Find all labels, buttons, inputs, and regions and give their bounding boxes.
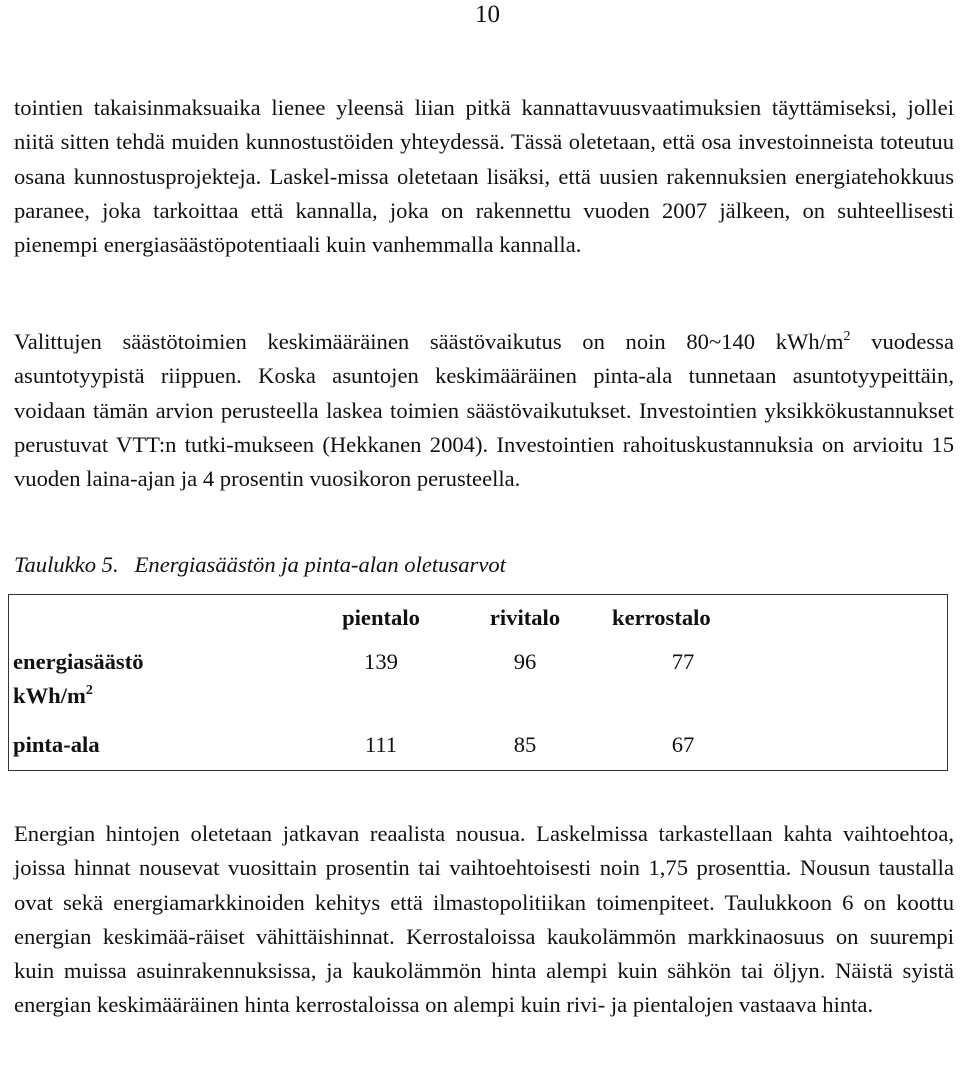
- paragraph-savings-text-b: vuodessa asuntotyypistä riippuen. Koska asuntojen keskimääräinen pinta-ala tunnetaan asuntotyypeittäin, voidaan tämän arvion perusteella laskea toimien säästövaikutukset. Investointien yksikkökustannukset perustuvat VTT:n tutki-mukseen (Hekkanen 2004). Investointien rahoituskustannuksia on arvioitu 15 vuoden laina-ajan ja 4 prosentin vuosikoron perusteella.: [14, 329, 954, 492]
- column-header-rivitalo: rivitalo: [489, 605, 561, 630]
- cell-area-rivitalo: 85: [513, 732, 537, 757]
- cell-energy-rivitalo: 96: [513, 649, 537, 674]
- row-label-unit-superscript: 2: [85, 683, 93, 698]
- cell-area-pientalo: 111: [364, 732, 398, 757]
- table-caption-title: Energiasäästön ja pinta-alan oletusarvot: [134, 552, 506, 577]
- column-header-kerrostalo: kerrostalo: [612, 605, 711, 630]
- paragraph-savings-text-a: Valittujen säästötoimien keskimääräinen säästövaikutus on noin 80~140 kWh/m: [14, 329, 844, 354]
- row-label-floor-area: pinta-ala: [13, 732, 100, 757]
- page-number: 10: [475, 1, 500, 28]
- column-header-pientalo: pientalo: [342, 605, 420, 630]
- paragraph-energy-prices: Energian hintojen oletetaan jatkavan reaalista nousua. Laskelmissa tarkastellaan kahta vaihtoehtoa, joissa hinnat nousevat vuosittain prosentin tai vaihtoehtoisesti noin 1,75 prosenttia. Nousun taustalla ovat sekä energiamarkkinoiden kehitys että ilmastopolitiikan toimenpiteet. Taulukkoon 6 on koottu energian keskimää-räiset vähittäishinnat. Kerrostaloissa kaukolämmön markkinaosuus on suurempi kuin muissa asuinrakennuksissa, ja kaukolämmön hinta alempi kuin sähkön tai öljyn. Näistä syistä energian keskimääräinen hinta kerrostaloissa on alempi kuin rivi- ja pientalojen vastaava hinta.: [14, 821, 954, 1018]
- row-label-energy-saving: energiasäästö: [13, 649, 144, 674]
- cell-area-kerrostalo: 67: [671, 732, 695, 757]
- row-label-unit-text: kWh/m: [13, 683, 86, 708]
- paragraph-investments: tointien takaisinmaksuaika lienee yleensä liian pitkä kannattavuusvaatimuksien täyttämiseksi, jollei niitä sitten tehdä muiden kunnostustöiden yhteydessä. Tässä oletetaan, että osa investoinneista toteutuu osana kunnostusprojekteja. Laskel-missa oletetaan lisäksi, että uusien rakennuksien energiatehokkuus paranee, joka tarkoittaa että kannalla, joka on rakennettu vuoden 2007 jälkeen, on suhteellisesti pienempi energiasäästöpotentiaali kuin vanhemmalla kannalla.: [14, 95, 954, 258]
- paragraph-savings-effect: [14, 325, 954, 496]
- cell-energy-pientalo: 139: [364, 649, 398, 674]
- table-caption: [14, 550, 506, 580]
- defaults-table: [8, 594, 948, 771]
- row-label-energy-unit: [13, 681, 93, 711]
- cell-energy-kerrostalo: 77: [671, 649, 695, 674]
- superscript-two: 2: [843, 329, 851, 344]
- table-caption-number: Taulukko 5.: [14, 552, 119, 577]
